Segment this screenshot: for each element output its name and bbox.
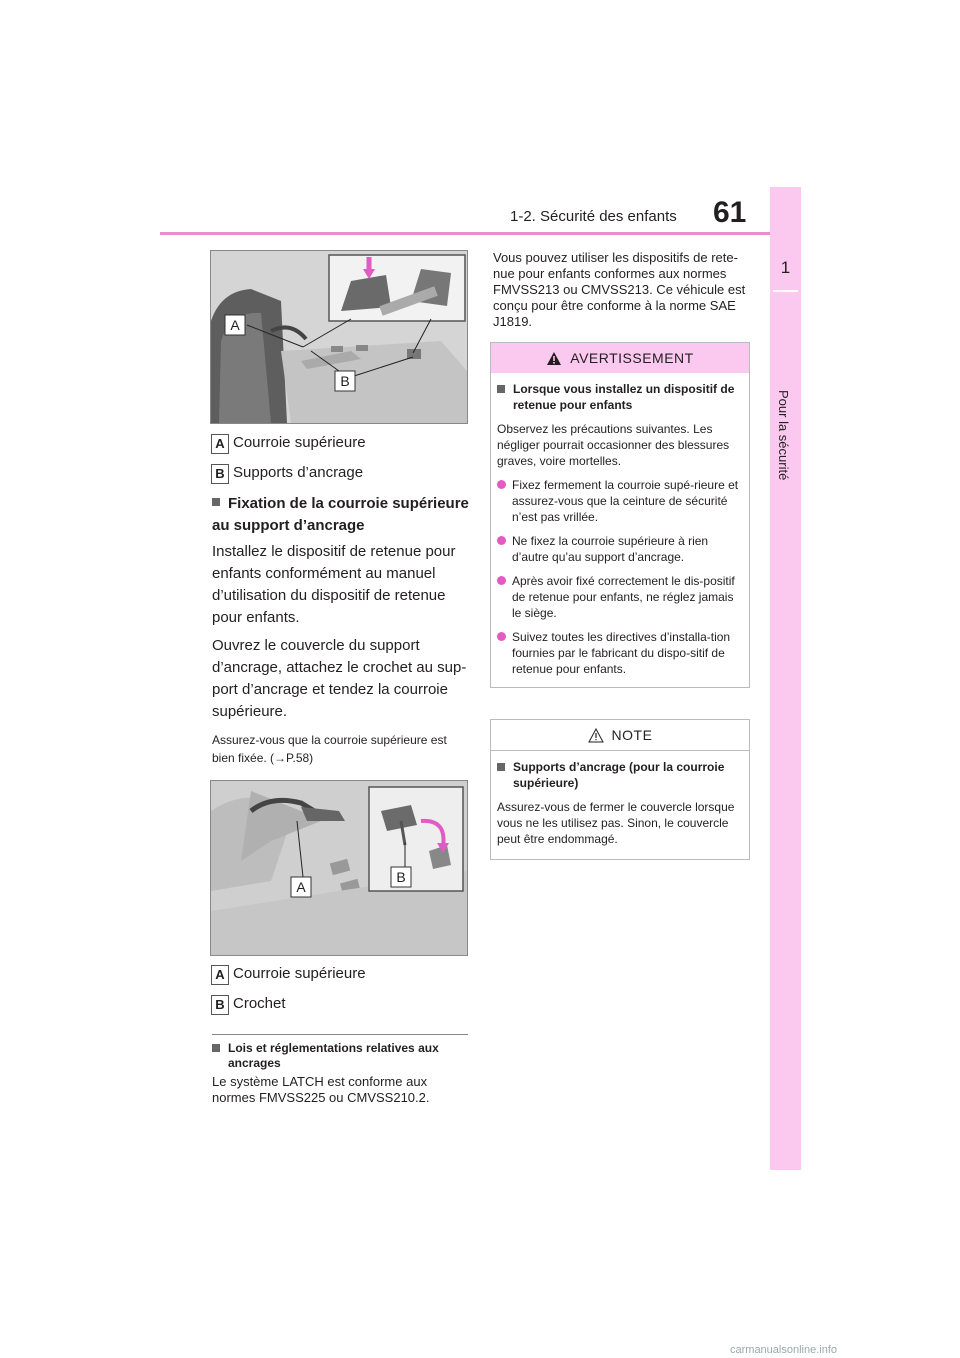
bullet-dot-icon (497, 576, 506, 585)
chapter-label: Pour la sécurité (776, 390, 791, 481)
warning-bullet-text: Après avoir fixé correctement le dis-positif de retenue pour enfants, ne réglez jamais le siège. (512, 574, 735, 620)
warning-bullet (497, 477, 743, 525)
figure-hook-attachment (210, 780, 468, 956)
watermark: carmanualsonline.info (730, 1344, 838, 1356)
fixation-paragraph-2: Ouvrez le couvercle du support d’ancrage, attachez le crochet au sup-port d’ancrage et tendez la courroie supérieure. (212, 637, 467, 720)
section-title: 1-2. Sécurité des enfants (510, 208, 677, 225)
warning-bullet-text: Suivez toutes les directives d’installa-tion fournies par le fabricant du dispo-sitif de retenue pour enfants. (512, 630, 731, 676)
fixation-paragraph-1: Installez le dispositif de retenue pour enfants conformément au manuel d’utilisation du dispositif de retenue pour enfants. (212, 543, 456, 626)
warning-title: AVERTISSEMENT (570, 350, 694, 366)
legend-badge-a: A (211, 965, 229, 985)
warning-intro: Observez les précautions suivantes. Les négliger pourrait occasionner des blessures graves, voire mortelles. (497, 422, 730, 468)
note-title: NOTE (611, 727, 653, 743)
square-bullet-icon (497, 385, 505, 393)
square-bullet-icon (497, 763, 505, 771)
warning-subheading (497, 381, 743, 413)
bullet-dot-icon (497, 480, 506, 489)
warning-bullet (497, 629, 743, 677)
legend-text-hook: Crochet (233, 995, 286, 1012)
note-subheading-text: Supports d’ancrage (pour la courroie supérieure) (513, 760, 725, 790)
note-panel (490, 719, 750, 860)
right-intro-paragraph: Vous pouvez utiliser les dispositifs de rete-nue pour enfants conformes aux normes FMVSS213 ou CMVSS213. Ce véhicule est conçu pour être conforme à la norme SAE J1819. (493, 250, 746, 329)
note-header (491, 720, 749, 751)
chapter-side-tab (770, 187, 801, 1170)
header-rule (160, 232, 770, 235)
legend-text-top-strap: Courroie supérieure (233, 434, 366, 451)
bullet-dot-icon (497, 632, 506, 641)
chapter-divider (773, 290, 798, 292)
note-subheading (497, 759, 743, 791)
warning-header (491, 343, 749, 373)
warning-bullet-text: Ne fixez la courroie supérieure à rien d’autre qu’au support d’ancrage. (512, 534, 709, 564)
note-body (491, 751, 749, 859)
warning-bullet-text: Fixez fermement la courroie supé-rieure et assurez-vous que la ceinture de sécurité n’est pas vrillée. (512, 478, 739, 524)
laws-text: Le système LATCH est conforme aux normes FMVSS225 ou CMVSS210.2. (212, 1074, 430, 1105)
legend-badge-b: B (211, 995, 229, 1015)
warning-subheading-text: Lorsque vous installez un dispositif de retenue pour enfants (513, 382, 735, 412)
fig2-callout-a: A (296, 879, 306, 895)
warning-panel (490, 342, 750, 688)
legend-text-anchor-brackets: Supports d’ancrage (233, 464, 364, 481)
hook-illustration (211, 781, 467, 955)
page-number: 61 (713, 196, 747, 229)
legend-badge-b: B (211, 464, 229, 484)
square-bullet-icon (212, 1044, 220, 1052)
laws-heading (212, 1041, 470, 1071)
fig2-callout-b: B (396, 869, 406, 885)
legend-text-top-strap: Courroie supérieure (233, 965, 366, 982)
legend-badge-a: A (211, 434, 229, 454)
square-bullet-icon (212, 498, 220, 506)
warning-bullet (497, 573, 743, 621)
fig1-callout-b: B (340, 373, 350, 389)
fig1-callout-a: A (230, 317, 240, 333)
anchor-illustration (211, 251, 467, 423)
laws-heading-text: Lois et réglementations relatives aux ancrages (228, 1041, 439, 1070)
warning-body (491, 373, 749, 687)
note-text: Assurez-vous de fermer le couvercle lorsque vous ne les utilisez pas. Sinon, le couvercle peut être endommagé. (497, 800, 735, 846)
bullet-dot-icon (497, 536, 506, 545)
caution-triangle-icon (588, 728, 604, 743)
note-divider (212, 1034, 468, 1035)
warning-triangle-icon (546, 351, 562, 366)
figure-anchor-brackets (210, 250, 468, 424)
warning-bullet (497, 533, 743, 565)
fixation-heading-text: Fixation de la courroie supérieure au support d’ancrage (212, 495, 469, 534)
chapter-number: 1 (780, 258, 791, 277)
fixation-reference-note: Assurez-vous que la courroie supérieure est bien fixée. (→P.58) (212, 733, 447, 765)
fixation-heading (212, 493, 470, 537)
